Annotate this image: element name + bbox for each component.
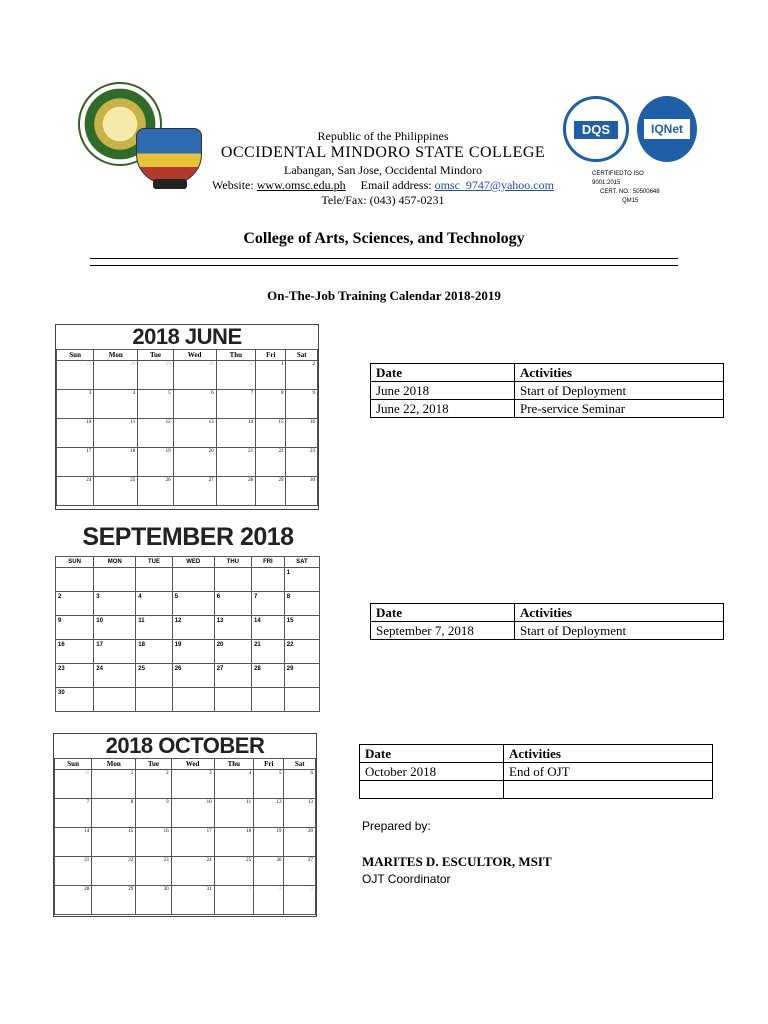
activity-cell: End of OJT [504,763,713,781]
calendar-day-cell: 15 [284,616,319,640]
calendar-day-cell: 12 [138,419,173,448]
calendar-day-cell: 1 [256,361,286,390]
signer-name: MARITES D. ESCULTOR, MSIT [362,854,552,869]
activities-column-header: Activities [515,604,724,622]
calendar-day-cell: 22 [284,640,319,664]
calendar-day-cell: 26 [138,477,173,506]
table-header-row [371,604,724,622]
calendar-day-cell: 17 [171,828,214,857]
calendar-day-cell: 5 [138,390,173,419]
calendar-day-cell [252,688,285,712]
calendar-day-cell: 23 [56,664,94,688]
calendar-day-cell: 20 [284,828,316,857]
calendar-day-cell: 19 [172,640,214,664]
calendar-day-cell [136,568,172,592]
dqs-certification-logo: DQS [563,96,629,162]
table-row [371,400,724,418]
calendar-day-cell: 13 [214,616,251,640]
email-label: Email address: [360,178,432,192]
activity-cell: Pre-service Seminar [515,400,724,418]
date-column-header: Date [371,364,515,382]
weekday-header: Tue [138,350,173,361]
calendar-day-cell [284,688,319,712]
email-link[interactable]: omsc_9747@yahoo.com [434,178,554,192]
calendar-day-cell [214,568,251,592]
calendar-october-2018 [53,733,317,917]
calendar-day-cell: 5 [172,592,214,616]
calendar-day-cell: 1 [92,770,136,799]
calendar-day-cell [136,688,172,712]
table-header-row [371,364,724,382]
calendar-day-cell: 25 [136,664,172,688]
calendar-day-cell: 1 [284,568,319,592]
calendar-day-cell: 18 [214,828,254,857]
calendar-day-cell: 6 [214,592,251,616]
weekday-header: Wed [173,350,216,361]
table-row [371,622,724,640]
calendar-title: SEPTEMBER 2018 [82,523,294,551]
weekday-header: Tue [136,759,171,770]
activity-cell: Start of Deployment [515,382,724,400]
calendar-day-cell: 26 [172,664,214,688]
calendar-day-cell: 28 [94,361,138,390]
calendar-day-cell: 16 [136,828,171,857]
calendar-day-cell: 9 [56,616,94,640]
weekday-header: TUE [136,557,172,568]
activity-cell: Start of Deployment [515,622,724,640]
calendar-week-row [56,616,320,640]
calendar-day-cell: 21 [55,857,92,886]
calendar-day-cell [172,568,214,592]
calendar-day-cell: 7 [252,592,285,616]
calendar-day-cell: 8 [284,592,319,616]
calendar-day-cell: 21 [216,448,256,477]
calendar-grid [56,349,318,506]
calendar-day-cell: 29 [284,664,319,688]
weekday-header: Thu [214,759,254,770]
calendar-week-row [57,477,318,506]
section-title: College of Arts, Sciences, and Technology [243,230,525,247]
calendar-day-cell: 25 [214,857,254,886]
weekday-header: WED [172,557,214,568]
calendar-day-cell: 12 [172,616,214,640]
calendar-day-cell: 11 [94,419,138,448]
calendar-day-cell [252,568,285,592]
calendar-day-cell: 29 [138,361,173,390]
calendar-day-cell: 28 [252,664,285,688]
calendar-day-cell: 27 [57,361,94,390]
weekday-header: Mon [94,350,138,361]
calendar-day-cell: 30 [56,688,94,712]
calendar-day-cell [214,688,251,712]
weekday-header: Fri [254,759,284,770]
activity-cell [504,781,713,799]
calendar-day-cell: 10 [171,799,214,828]
calendar-day-cell: 30 [136,886,171,915]
weekday-header: MON [94,557,136,568]
weekday-header: SUN [56,557,94,568]
date-cell: September 7, 2018 [371,622,515,640]
calendar-day-cell: 30 [55,770,92,799]
calendar-day-cell: 13 [284,799,316,828]
calendar-week-row [55,828,316,857]
calendar-day-cell: 2 [136,770,171,799]
calendar-week-row [56,592,320,616]
table-row [360,763,713,781]
calendar-day-cell [94,568,136,592]
weekday-header: Fri [256,350,286,361]
calendar-day-cell [172,688,214,712]
calendar-week-row [55,886,316,915]
calendar-day-cell: 13 [173,419,216,448]
weekday-header: THU [214,557,251,568]
weekday-header: Sun [55,759,92,770]
calendar-day-cell: 8 [256,390,286,419]
calendar-day-cell: 6 [173,390,216,419]
calendar-week-row [56,640,320,664]
calendar-day-cell: 26 [254,857,284,886]
calendar-day-cell: 31 [171,886,214,915]
calendar-day-cell: 14 [55,828,92,857]
calendar-title: 2018 JUNE [132,324,242,349]
calendar-day-cell: 29 [92,886,136,915]
divider [90,258,678,259]
activities-column-header: Activities [515,364,724,382]
calendar-day-cell: 18 [94,448,138,477]
calendar-day-cell: 3 [284,886,316,915]
activities-table-june [370,363,724,418]
calendar-day-cell: 27 [284,857,316,886]
calendar-day-cell: 3 [57,390,94,419]
calendar-day-cell: 19 [254,828,284,857]
calendar-day-cell: 27 [214,664,251,688]
calendar-day-cell: 4 [136,592,172,616]
date-cell: June 22, 2018 [371,400,515,418]
date-cell: October 2018 [360,763,504,781]
table-header-row [360,745,713,763]
calendar-day-cell: 12 [254,799,284,828]
calendar-day-cell: 27 [173,477,216,506]
republic-line: Republic of the Philippines [317,129,449,143]
college-name: OCCIDENTAL MINDORO STATE COLLEGE [220,144,546,161]
calendar-day-cell: 3 [94,592,136,616]
calendar-day-cell: 4 [94,390,138,419]
calendar-june-2018 [55,324,319,510]
college-address: Labangan, San Jose, Occidental Mindoro [284,163,482,177]
calendar-day-cell: 15 [256,419,286,448]
calendar-day-cell: 23 [286,448,318,477]
calendar-week-row [56,664,320,688]
weekday-header: SAT [284,557,319,568]
activities-column-header: Activities [504,745,713,763]
calendar-day-cell: 14 [252,616,285,640]
weekday-header: FRI [252,557,285,568]
calendar-week-row [56,568,320,592]
calendar-day-cell: 4 [214,770,254,799]
calendar-day-cell: 19 [138,448,173,477]
calendar-week-row [55,770,316,799]
contact-line [200,178,566,193]
website-label: Website: [212,178,254,192]
calendar-week-row [57,361,318,390]
calendar-day-cell: 20 [173,448,216,477]
calendar-day-cell: 11 [136,616,172,640]
calendar-day-cell: 9 [286,390,318,419]
calendar-day-cell: 22 [92,857,136,886]
website-link[interactable]: www.omsc.edu.ph [256,178,346,192]
table-row [371,382,724,400]
telefax: Tele/Fax: (043) 457-0231 [321,193,445,207]
calendar-day-cell: 15 [92,828,136,857]
calendar-title: 2018 OCTOBER [105,733,265,758]
calendar-day-cell: 5 [254,770,284,799]
calendar-day-cell: 24 [94,664,136,688]
calendar-day-cell: 17 [94,640,136,664]
calendar-day-cell: 8 [92,799,136,828]
calendar-day-cell: 2 [56,592,94,616]
prepared-by-label: Prepared by: [362,819,431,833]
calendar-day-cell: 16 [286,419,318,448]
calendar-day-cell: 20 [214,640,251,664]
calendar-day-cell: 31 [216,361,256,390]
weekday-header: Sat [284,759,316,770]
calendar-day-cell: 18 [136,640,172,664]
divider [90,265,678,266]
calendar-day-cell: 25 [94,477,138,506]
calendar-day-cell: 14 [216,419,256,448]
calendar-day-cell: 30 [173,361,216,390]
calendar-week-row [56,688,320,712]
date-column-header: Date [360,745,504,763]
calendar-day-cell: 17 [57,448,94,477]
iqnet-certification-logo: IQNet [637,96,697,162]
calendar-day-cell: 22 [256,448,286,477]
calendar-day-cell: 2 [254,886,284,915]
calendar-week-row [57,419,318,448]
calendar-day-cell: 16 [56,640,94,664]
activities-table-october [359,744,713,799]
calendar-day-cell: 2 [286,361,318,390]
calendar-day-cell: 3 [171,770,214,799]
calendar-grid [55,556,320,712]
calendar-day-cell: 21 [252,640,285,664]
calendar-day-cell: 24 [171,857,214,886]
weekday-header: Mon [92,759,136,770]
date-column-header: Date [371,604,515,622]
calendar-day-cell: 10 [94,616,136,640]
calendar-week-row [57,390,318,419]
table-row [360,781,713,799]
calendar-week-row [55,857,316,886]
activities-table-september [370,603,724,640]
calendar-day-cell: 23 [136,857,171,886]
calendar-day-cell: 24 [57,477,94,506]
signer-role: OJT Coordinator [362,872,451,886]
college-crest-logo [136,128,202,184]
calendar-day-cell: 6 [284,770,316,799]
calendar-september-2018 [55,518,321,712]
calendar-day-cell: 11 [214,799,254,828]
weekday-header: Thu [216,350,256,361]
calendar-week-row [57,448,318,477]
calendar-day-cell: 28 [216,477,256,506]
calendar-day-cell: 29 [256,477,286,506]
calendar-day-cell: 30 [286,477,318,506]
calendar-day-cell: 7 [216,390,256,419]
calendar-day-cell: 10 [57,419,94,448]
calendar-week-row [55,799,316,828]
calendar-day-cell: 1 [214,886,254,915]
calendar-day-cell: 7 [55,799,92,828]
date-cell: June 2018 [371,382,515,400]
calendar-day-cell [56,568,94,592]
calendar-day-cell: 9 [136,799,171,828]
certification-text: CERTIFIEDTO ISO 9001:2015 CERT. NO.: 50500648 QM15 [592,171,660,204]
calendar-day-cell: 28 [55,886,92,915]
calendar-grid [54,758,316,915]
weekday-header: Wed [171,759,214,770]
calendar-day-cell [94,688,136,712]
weekday-header: Sun [57,350,94,361]
weekday-header: Sat [286,350,318,361]
document-title: On-The-Job Training Calendar 2018-2019 [267,288,501,303]
date-cell [360,781,504,799]
